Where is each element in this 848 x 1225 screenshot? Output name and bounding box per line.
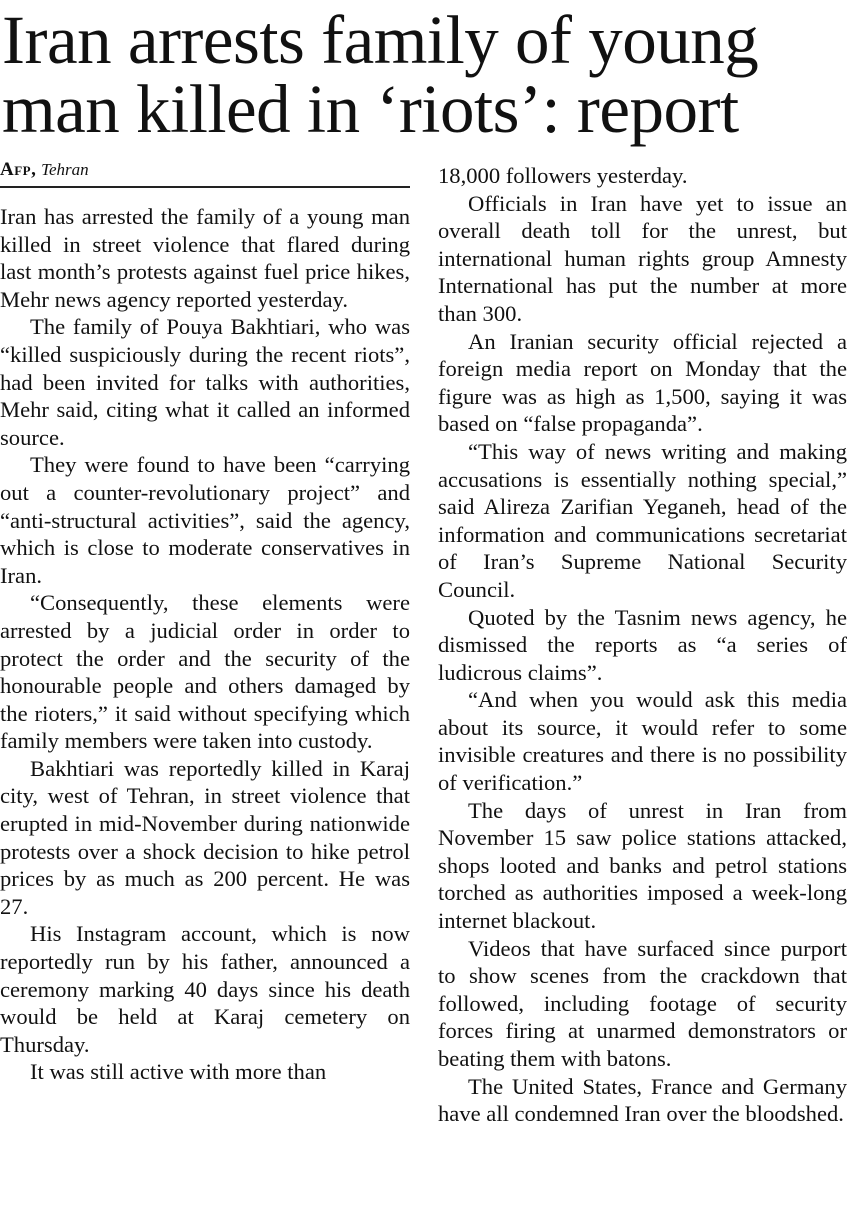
article-column-left xyxy=(0,203,410,1225)
headline-line-2: man killed in ‘riots’: report xyxy=(2,71,739,147)
paragraph: An Iranian security official rejected a foreign media report on Monday that the figure was as high as 1,500, saying it was based on “false propaganda”. xyxy=(438,328,847,437)
paragraph: Iran has arrested the family of a young man killed in street violence that flared during last month’s protests against fuel price hikes, Mehr news agency reported yesterday. xyxy=(0,204,410,312)
paragraph: “This way of news writing and making accusations is essentially nothing special,” said Alireza Zarifian Yeganeh, head of the information and communications secretariat of Iran’s Supreme National Security Council. xyxy=(438,438,847,602)
byline-agency: Afp, xyxy=(0,159,37,180)
headline xyxy=(2,2,848,147)
paragraph: Officials in Iran have yet to issue an overall death toll for the unrest, but international human rights group Amnesty International has put the number at more than 300. xyxy=(438,190,847,326)
paragraph: The United States, France and Germany have all condemned Iran over the bloodshed. xyxy=(438,1073,847,1127)
byline xyxy=(0,158,410,188)
article-column-right xyxy=(438,162,847,1225)
paragraph: The days of unrest in Iran from November 15 saw police stations attacked, shops looted and banks and petrol stations torched as authorities imposed a week-long internet blackout. xyxy=(438,797,847,934)
headline-line-1: Iran arrests family of young xyxy=(2,2,759,78)
paragraph: His Instagram account, which is now reportedly run by his father, announced a ceremony marking 40 days since his death would be held at Karaj cemetery on Thursday. xyxy=(0,921,410,1057)
paragraph: It was still active with more than xyxy=(30,1059,327,1085)
paragraph: They were found to have been “carrying out a counter-revolutionary project” and “anti-structural activities”, said the agency, which is close to moderate conservatives in Iran. xyxy=(0,452,410,588)
paragraph: Bakhtiari was reportedly killed in Karaj city, west of Tehran, in street violence that erupted in mid-November during nationwide protests over a shock decision to hike petrol prices by as much as 200 percent. He was 27. xyxy=(0,755,410,919)
paragraph-continuation: 18,000 followers yesterday. xyxy=(438,163,688,188)
paragraph: Quoted by the Tasnim news agency, he dismissed the reports as “a series of ludicrous claims”. xyxy=(438,604,847,685)
byline-location: Tehran xyxy=(41,160,89,179)
paragraph: The family of Pouya Bakhtiari, who was “killed suspiciously during the recent riots”, had been invited for talks with authorities, Mehr said, citing what it called an informed source. xyxy=(0,314,410,450)
paragraph: “And when you would ask this media about its source, it would refer to some invisible creatures and there is no possibility of verification.” xyxy=(438,687,847,796)
paragraph: Videos that have surfaced since purport to show scenes from the crackdown that followed, including footage of security forces firing at unarmed demonstrators or beating them with batons. xyxy=(438,935,847,1071)
paragraph: “Consequently, these elements were arrested by a judicial order in order to protect the order and the security of the honourable people and others damaged by the rioters,” it said without specifying which family members were taken into custody. xyxy=(0,590,410,754)
